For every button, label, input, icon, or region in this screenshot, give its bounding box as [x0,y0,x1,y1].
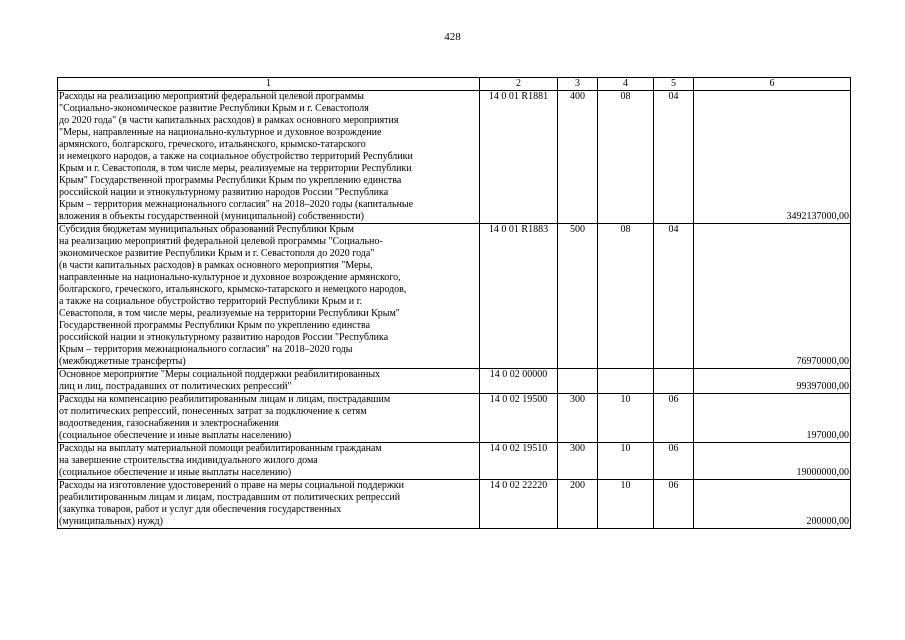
row-expense-type: 400 [558,91,598,224]
row-description: Расходы на выплату материальной помощи реабилитированным гражданам на завершение строительства индивидуального жилого дома (социальное обеспечение и иные выплаты населению) [58,443,480,480]
row-section: 08 [598,224,654,369]
table-row [58,480,851,529]
row-subsection: 06 [654,480,694,529]
column-header: 3 [558,78,598,91]
header-row [58,78,851,91]
row-section: 10 [598,480,654,529]
row-section: 10 [598,394,654,443]
table-row [58,91,851,224]
table-row [58,443,851,480]
row-code: 14 0 01 R1881 [480,91,558,224]
row-code: 14 0 01 R1883 [480,224,558,369]
row-amount: 3492137000,00 [694,91,851,224]
row-subsection: 06 [654,443,694,480]
row-code: 14 0 02 19510 [480,443,558,480]
row-section: 10 [598,443,654,480]
row-amount: 200000,00 [694,480,851,529]
row-description: Расходы на реализацию мероприятий федеральной целевой программы "Социально-экономическое развитие Республики Крым и г. Севастополя до 2020 года" (в части капитальных расходов) в рамках основного мероприятия "Меры, направленные на национально-культурное и духовное возрождение армянского, болгарского, греческого, итальянского, крымско-татарского и немецкого народов, а также на социальное обустройство территорий Республики Крым и г. Севастополя, в том числе меры, реализуемые на территории Республики Крым" Государственной программы Республики Крым по укреплению единства российской нации и этнокультурному развитию народов России "Республика Крым – территория межнационального согласия" на 2018–2020 годы (капитальные вложения в объекты государственной (муниципальной) собственности) [58,91,480,224]
row-description: Расходы на изготовление удостоверений о праве на меры социальной поддержки реабилитированным лицам и лицам, пострадавшим от политических репрессий (закупка товаров, работ и услуг для обеспечения государственных (муниципальных) нужд) [58,480,480,529]
row-description: Субсидия бюджетам муниципальных образований Республики Крым на реализацию мероприятий федеральной целевой программы "Социально- экономическое развитие Республики Крым и г. Севастополя до 2020 года" (в части капитальных расходов) в рамках основного мероприятия "Меры, направленные на национально-культурное и духовное возрождение армянского, болгарского, греческого, итальянского, крымско-татарского и немецкого народов, а также на социальное обустройство территорий Республики Крым и г. Севастополя, в том числе меры, реализуемые на территории Республики Крым" Государственной программы Республики Крым по укреплению единства российской нации и этнокультурному развитию народов России "Республика Крым – территория межнационального согласия" на 2018–2020 годы (межбюджетные трансферты) [58,224,480,369]
row-amount: 19000000,00 [694,443,851,480]
row-subsection: 06 [654,394,694,443]
page-number: 428 [444,31,461,43]
row-expense-type: 300 [558,394,598,443]
column-header: 4 [598,78,654,91]
column-header: 2 [480,78,558,91]
budget-table [57,77,851,529]
row-expense-type [558,369,598,394]
row-code: 14 0 02 00000 [480,369,558,394]
row-code: 14 0 02 19500 [480,394,558,443]
row-amount: 99397000,00 [694,369,851,394]
row-expense-type: 500 [558,224,598,369]
table-row [58,369,851,394]
row-subsection: 04 [654,91,694,224]
column-header: 5 [654,78,694,91]
row-description: Основное мероприятие "Меры социальной поддержки реабилитированных лиц и лиц, пострадавших от политических репрессий" [58,369,480,394]
table-row [58,224,851,369]
row-code: 14 0 02 22220 [480,480,558,529]
row-section: 08 [598,91,654,224]
row-amount: 76970000,00 [694,224,851,369]
column-header: 1 [58,78,480,91]
row-amount: 197000,00 [694,394,851,443]
row-expense-type: 200 [558,480,598,529]
row-subsection [654,369,694,394]
column-header: 6 [694,78,851,91]
row-subsection: 04 [654,224,694,369]
row-description: Расходы на компенсацию реабилитированным лицам и лицам, пострадавшим от политических репрессий, понесенных затрат за подключение к сетям водоотведения, газоснабжения и электроснабжения (социальное обеспечение и иные выплаты населению) [58,394,480,443]
row-section [598,369,654,394]
table-row [58,394,851,443]
row-expense-type: 300 [558,443,598,480]
